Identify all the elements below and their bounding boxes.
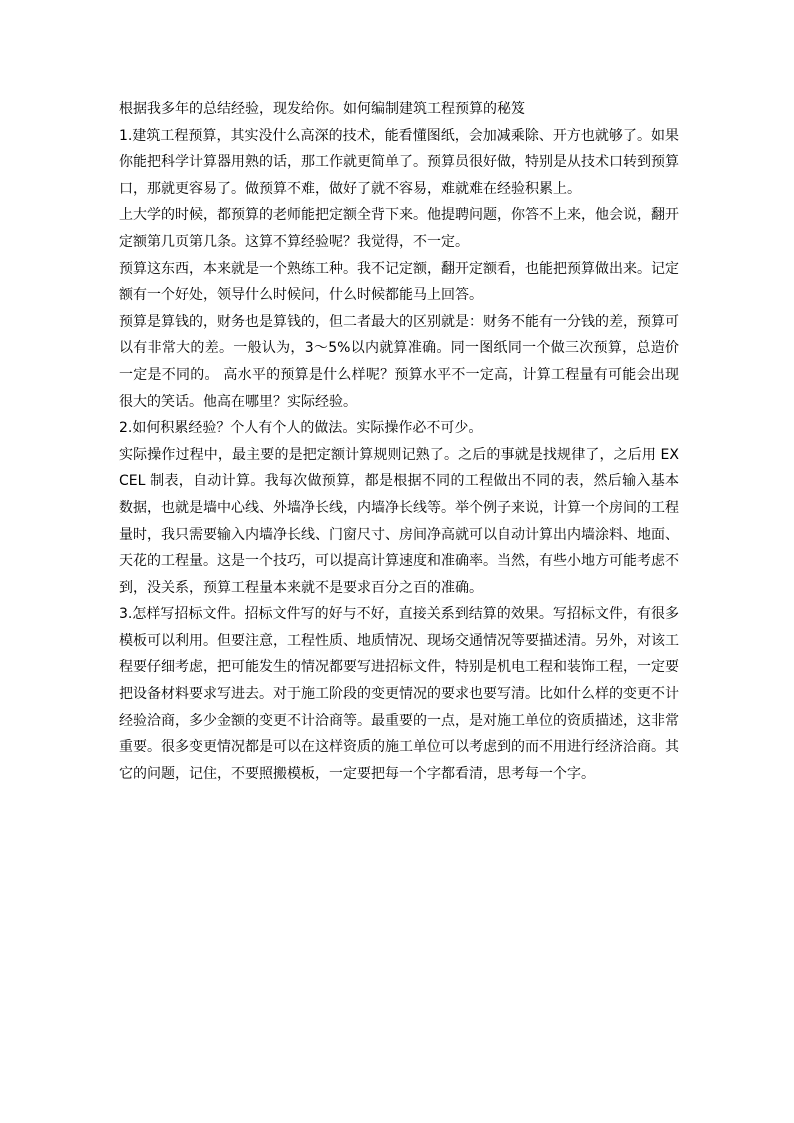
document-title-line: 根据我多年的总结经验，现发给你。如何编制建筑工程预算的秘笈 [119,101,525,117]
section-3-paragraph: 3.怎样写招标文件。招标文件写的好与不好，直接关系到结算的效果。写招标文件，有很多模板可以利用。但要注意，工程性质、地质情况、现场交通情况等要描述清。另外，对该工程要仔细考虑，把可能发生的情况都要写进招标文件，特别是机电工程和装饰工程，一定要把设备材料要求写进去。对于施工阶段的变更情况的要求也要写清。比如什么样的变更不计经验洽商，多少金额的变更不计洽商等。最重要的一点，是对施工单位的资质描述，这非常重要。很多变更情况都是可以在这样资质的施工单位可以考虑到的而不用进行经济洽商。其它的问题，记住，不要照搬模板，一定要把每一个字都看清，思考每一个字。 [119,606,679,782]
body-paragraph: 预算这东西，本来就是一个熟练工种。我不记定额，翻开定额看，也能把预算做出来。记定额有一个好处，领导什么时候问，什么时候都能马上回答。 [119,260,679,304]
document-body [119,96,679,787]
body-paragraph: 预算是算钱的，财务也是算钱的，但二者最大的区别就是：财务不能有一分钱的差，预算可以有非常大的差。一般认为，3～5%以内就算准确。同一图纸同一个做三次预算，总造价一定是不同的。 高水平的预算是什么样呢？预算水平不一定高，计算工程量有可能会出现很大的笑话。他高在哪里？实际经验。 [119,313,679,410]
body-paragraph: 上大学的时候，都预算的老师能把定额全背下来。他提聘问题，你答不上来，他会说，翻开定额第几页第几条。这算不算经验呢？我觉得，不一定。 [119,207,679,250]
section-1-paragraph: 1.建筑工程预算，其实没什么高深的技术，能看懂图纸，会加减乘除、开方也就够了。如果你能把科学计算器用熟的话，那工作就更简单了。预算员很好做，特别是从技术口转到预算口，那就更容易了。做预算不难，做好了就不容易，难就难在经验积累上。 [119,127,679,197]
body-paragraph: 实际操作过程中，最主要的是把定额计算规则记熟了。之后的事就是找规律了，之后用 EXCEL 制表，自动计算。我每次做预算，都是根据不同的工程做出不同的表，然后输入基本数据，也就是墙中心线、外墙净长线，内墙净长线等。举个例子来说，计算一个房间的工程量时，我只需要输入内墙净长线、门窗尺寸、房间净高就可以自动计算出内墙涂料、地面、天花的工程量。这是一个技巧，可以提高计算速度和准确率。当然，有些小地方可能考虑不到，没关系，预算工程量本来就不是要求百分之百的准确。 [119,446,679,596]
section-2-paragraph: 2.如何积累经验？个人有个人的做法。实际操作必不可少。 [119,420,483,437]
